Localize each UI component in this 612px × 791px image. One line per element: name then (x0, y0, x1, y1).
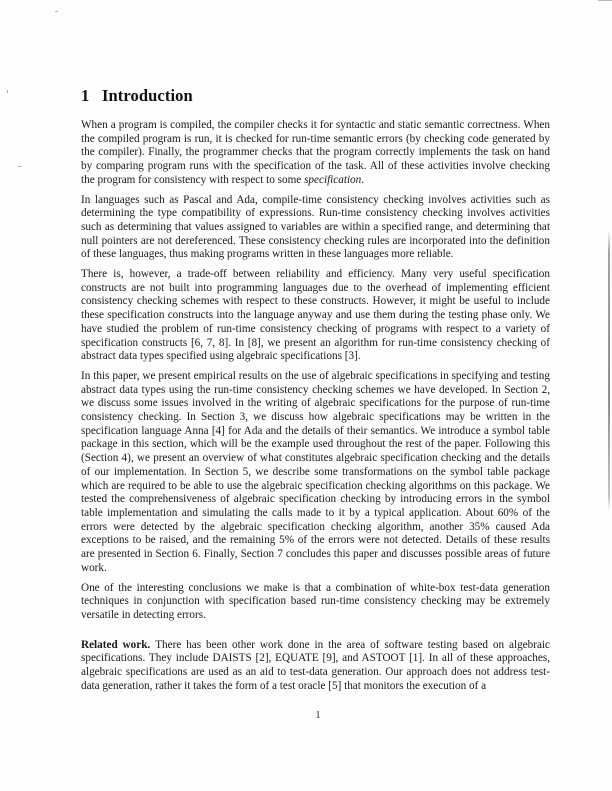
emphasis-specification: specification (304, 173, 362, 186)
related-work-text: There has been other work done in the area of software testing based on algebraic specifications. They include DAISTS [2], EQUATE [9], and ASTOOT [1]. In all of these approaches, algebraic specifications are used as an aid to test-data generation. Our approach does not address test-data generation, rather it takes the form of a test oracle [5] that monitors the execution of a (81, 638, 550, 692)
paragraph-text-end: . (361, 173, 365, 186)
scan-speck (7, 90, 8, 93)
scan-speck (55, 11, 58, 12)
paragraph-languages: In languages such as Pascal and Ada, compile-time consistency checking involves activities such as determining the type compatibility of expressions. Run-time consistency checking involves activities such as determining that values assigned to variables are within a specified range, and determining that null pointers are not dereferenced. These consistency checking rules are incorporated into the definition of these languages, thus making programs written in these languages more reliable. (81, 193, 550, 261)
scan-artifact-right-edge (608, 230, 610, 510)
section-heading (81, 86, 550, 106)
paragraph-related-work (81, 639, 550, 694)
related-work-heading: Related work. (81, 638, 151, 651)
paragraph-intro (81, 119, 550, 188)
paragraph-overview: In this paper, we present empirical results on the use of algebraic specifications in specifying and testing abstract data types using the run-time consistency checking schemes we have developed. In Section 2, we discuss some issues involved in the writing of algebraic specifications for the purpose of run-time consistency checking. In Section 3, we discuss how algebraic specifications may be written in the specification language Anna [4] for Ada and the details of their semantics. We introduce a symbol table package in this section, which will be the example used throughout the rest of the paper. Following this (Section 4), we present an overview of what constitutes algebraic specification checking and the details of our implementation. In Section 5, we describe some transformations on the symbol table package which are required to be able to use the algebraic specification checking algorithms on this package. We tested the comprehensiveness of algebraic specification checking by introducing errors in the symbol table implementation and simulating the calls made to it by a typical application. About 60% of the errors were detected by the algebraic specification checking algorithm, another 35% caused Ada exceptions to be raised, and the remaining 5% of the errors were not detected. Details of these results are presented in Section 6. Finally, Section 7 concludes this paper and discusses possible areas of future work. (81, 369, 550, 574)
paragraph-conclusion: One of the interesting conclusions we make is that a combination of white-box test-data generation techniques in conjunction with specification based run-time consistency checking may be extremely versatile in detecting errors. (81, 581, 550, 621)
paragraph-tradeoff: There is, however, a trade-off between reliability and efficiency. Many very useful specification constructs are not built into programming languages due to the overhead of implementing efficient consistency checking schemes with respect to these constructs. However, it might be useful to include these specification constructs into the language anyway and use them during the testing phase only. We have studied the problem of run-time consistency checking of programs with respect to a variety of specification constructs [6, 7, 8]. In [8], we present an algorithm for run-time consistency checking of abstract data types specified using algebraic specifications [3]. (81, 268, 550, 363)
text-column (81, 86, 550, 699)
section-title: Introduction (102, 86, 193, 105)
scan-speck (18, 166, 21, 167)
paragraph-text: When a program is compiled, the compiler checks it for syntactic and static semantic correctness. When the compiled program is run, it is checked for run-time semantic errors (by checking code generated by the compiler). Finally, the programmer checks that the program correctly implements the task on hand by comparing program runs with the specification of the task. All of these activities involve checking the program for consistency with respect to some (81, 119, 550, 186)
section-number: 1 (81, 86, 90, 105)
scan-artifact-top (598, 0, 612, 1)
page-number: 1 (315, 709, 321, 721)
